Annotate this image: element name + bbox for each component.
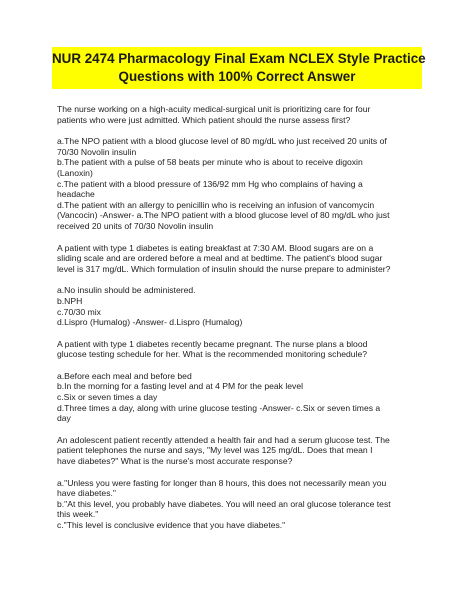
answer-line: d.Three times a day, along with urine glucose testing -Answer- c.Six or seven times a bbox=[57, 402, 381, 413]
question-2-stem bbox=[57, 243, 429, 275]
text-line: level is 317 mg/dL. Which formulation of insulin should the nurse prepare to administer? bbox=[57, 263, 391, 274]
option-line: a.Before each meal and before bed bbox=[57, 370, 192, 381]
text-line: A patient with type 1 diabetes recently became pregnant. The nurse plans a blood bbox=[57, 338, 368, 349]
option-line: c."This level is conclusive evidence that you have diabetes." bbox=[57, 520, 286, 530]
question-4-options bbox=[57, 478, 429, 531]
option-line: (Lanoxin) bbox=[57, 167, 93, 178]
question-4-stem bbox=[57, 435, 429, 467]
option-line: c.70/30 mix bbox=[57, 306, 101, 317]
answer-line: received 20 units of 70/30 Novolin insulin bbox=[57, 220, 214, 231]
question-1-stem bbox=[57, 104, 429, 125]
document-title-line-1: NUR 2474 Pharmacology Final Exam NCLEX Style Practice bbox=[52, 51, 426, 66]
text-line: have diabetes?" What is the nurse's most accurate response? bbox=[57, 456, 293, 467]
option-line: this week." bbox=[57, 509, 99, 520]
option-line: b.The patient with a pulse of 58 beats per minute who is about to receive digoxin bbox=[57, 157, 363, 168]
text-line: An adolescent patient recently attended a health fair and had a serum glucose test. The bbox=[57, 434, 390, 445]
option-line: b."At this level, you probably have diabetes. You will need an oral glucose tolerance test bbox=[57, 498, 391, 509]
option-line: a.The NPO patient with a blood glucose level of 80 mg/dL who just received 20 units of bbox=[57, 136, 387, 147]
answer-line: d.Lispro (Humalog) -Answer- d.Lispro (Humalog) bbox=[57, 317, 243, 328]
option-line: 70/30 Novolin insulin bbox=[57, 146, 137, 157]
option-line: b.NPH bbox=[57, 295, 83, 306]
text-line: glucose testing schedule for her. What is the recommended monitoring schedule? bbox=[57, 349, 368, 360]
option-line: headache bbox=[57, 189, 95, 200]
title-highlight bbox=[52, 47, 426, 89]
question-3-options bbox=[57, 371, 429, 424]
text-line: sliding scale and are ordered before a meal and at bedtime. The patient's blood sugar bbox=[57, 253, 383, 264]
text-line: A patient with type 1 diabetes is eating breakfast at 7:30 AM. Blood sugars are on a bbox=[57, 242, 374, 253]
option-line: b.In the morning for a fasting level and at 4 PM for the peak level bbox=[57, 381, 304, 392]
text-line: patients who were just admitted. Which patient should the nurse assess first? bbox=[57, 114, 351, 125]
question-1-options bbox=[57, 136, 429, 231]
option-line: a."Unless you were fasting for longer than 8 hours, this does not necessarily mean you bbox=[57, 477, 387, 488]
document-body bbox=[57, 104, 429, 531]
text-line: patient telephones the nurse and says, "My level was 125 mg/dL. Does that mean I bbox=[57, 445, 373, 456]
option-line: have diabetes." bbox=[57, 488, 116, 499]
option-line: a.No insulin should be administered. bbox=[57, 285, 196, 296]
answer-line: day bbox=[57, 413, 71, 424]
option-line: d.The patient with an allergy to penicillin who is receiving an infusion of vancomycin bbox=[57, 199, 375, 210]
option-line: c.Six or seven times a day bbox=[57, 392, 158, 403]
document-title-line-2: Questions with 100% Correct Answer bbox=[118, 69, 356, 84]
question-2-options bbox=[57, 285, 429, 327]
answer-line: (Vancocin) -Answer- a.The NPO patient with a blood glucose level of 80 mg/dL who just bbox=[57, 210, 390, 221]
question-3-stem bbox=[57, 339, 429, 360]
option-line: c.The patient with a blood pressure of 136/92 mm Hg who complains of having a bbox=[57, 178, 363, 189]
text-line: The nurse working on a high-acuity medical-surgical unit is prioritizing care for four bbox=[57, 104, 371, 114]
